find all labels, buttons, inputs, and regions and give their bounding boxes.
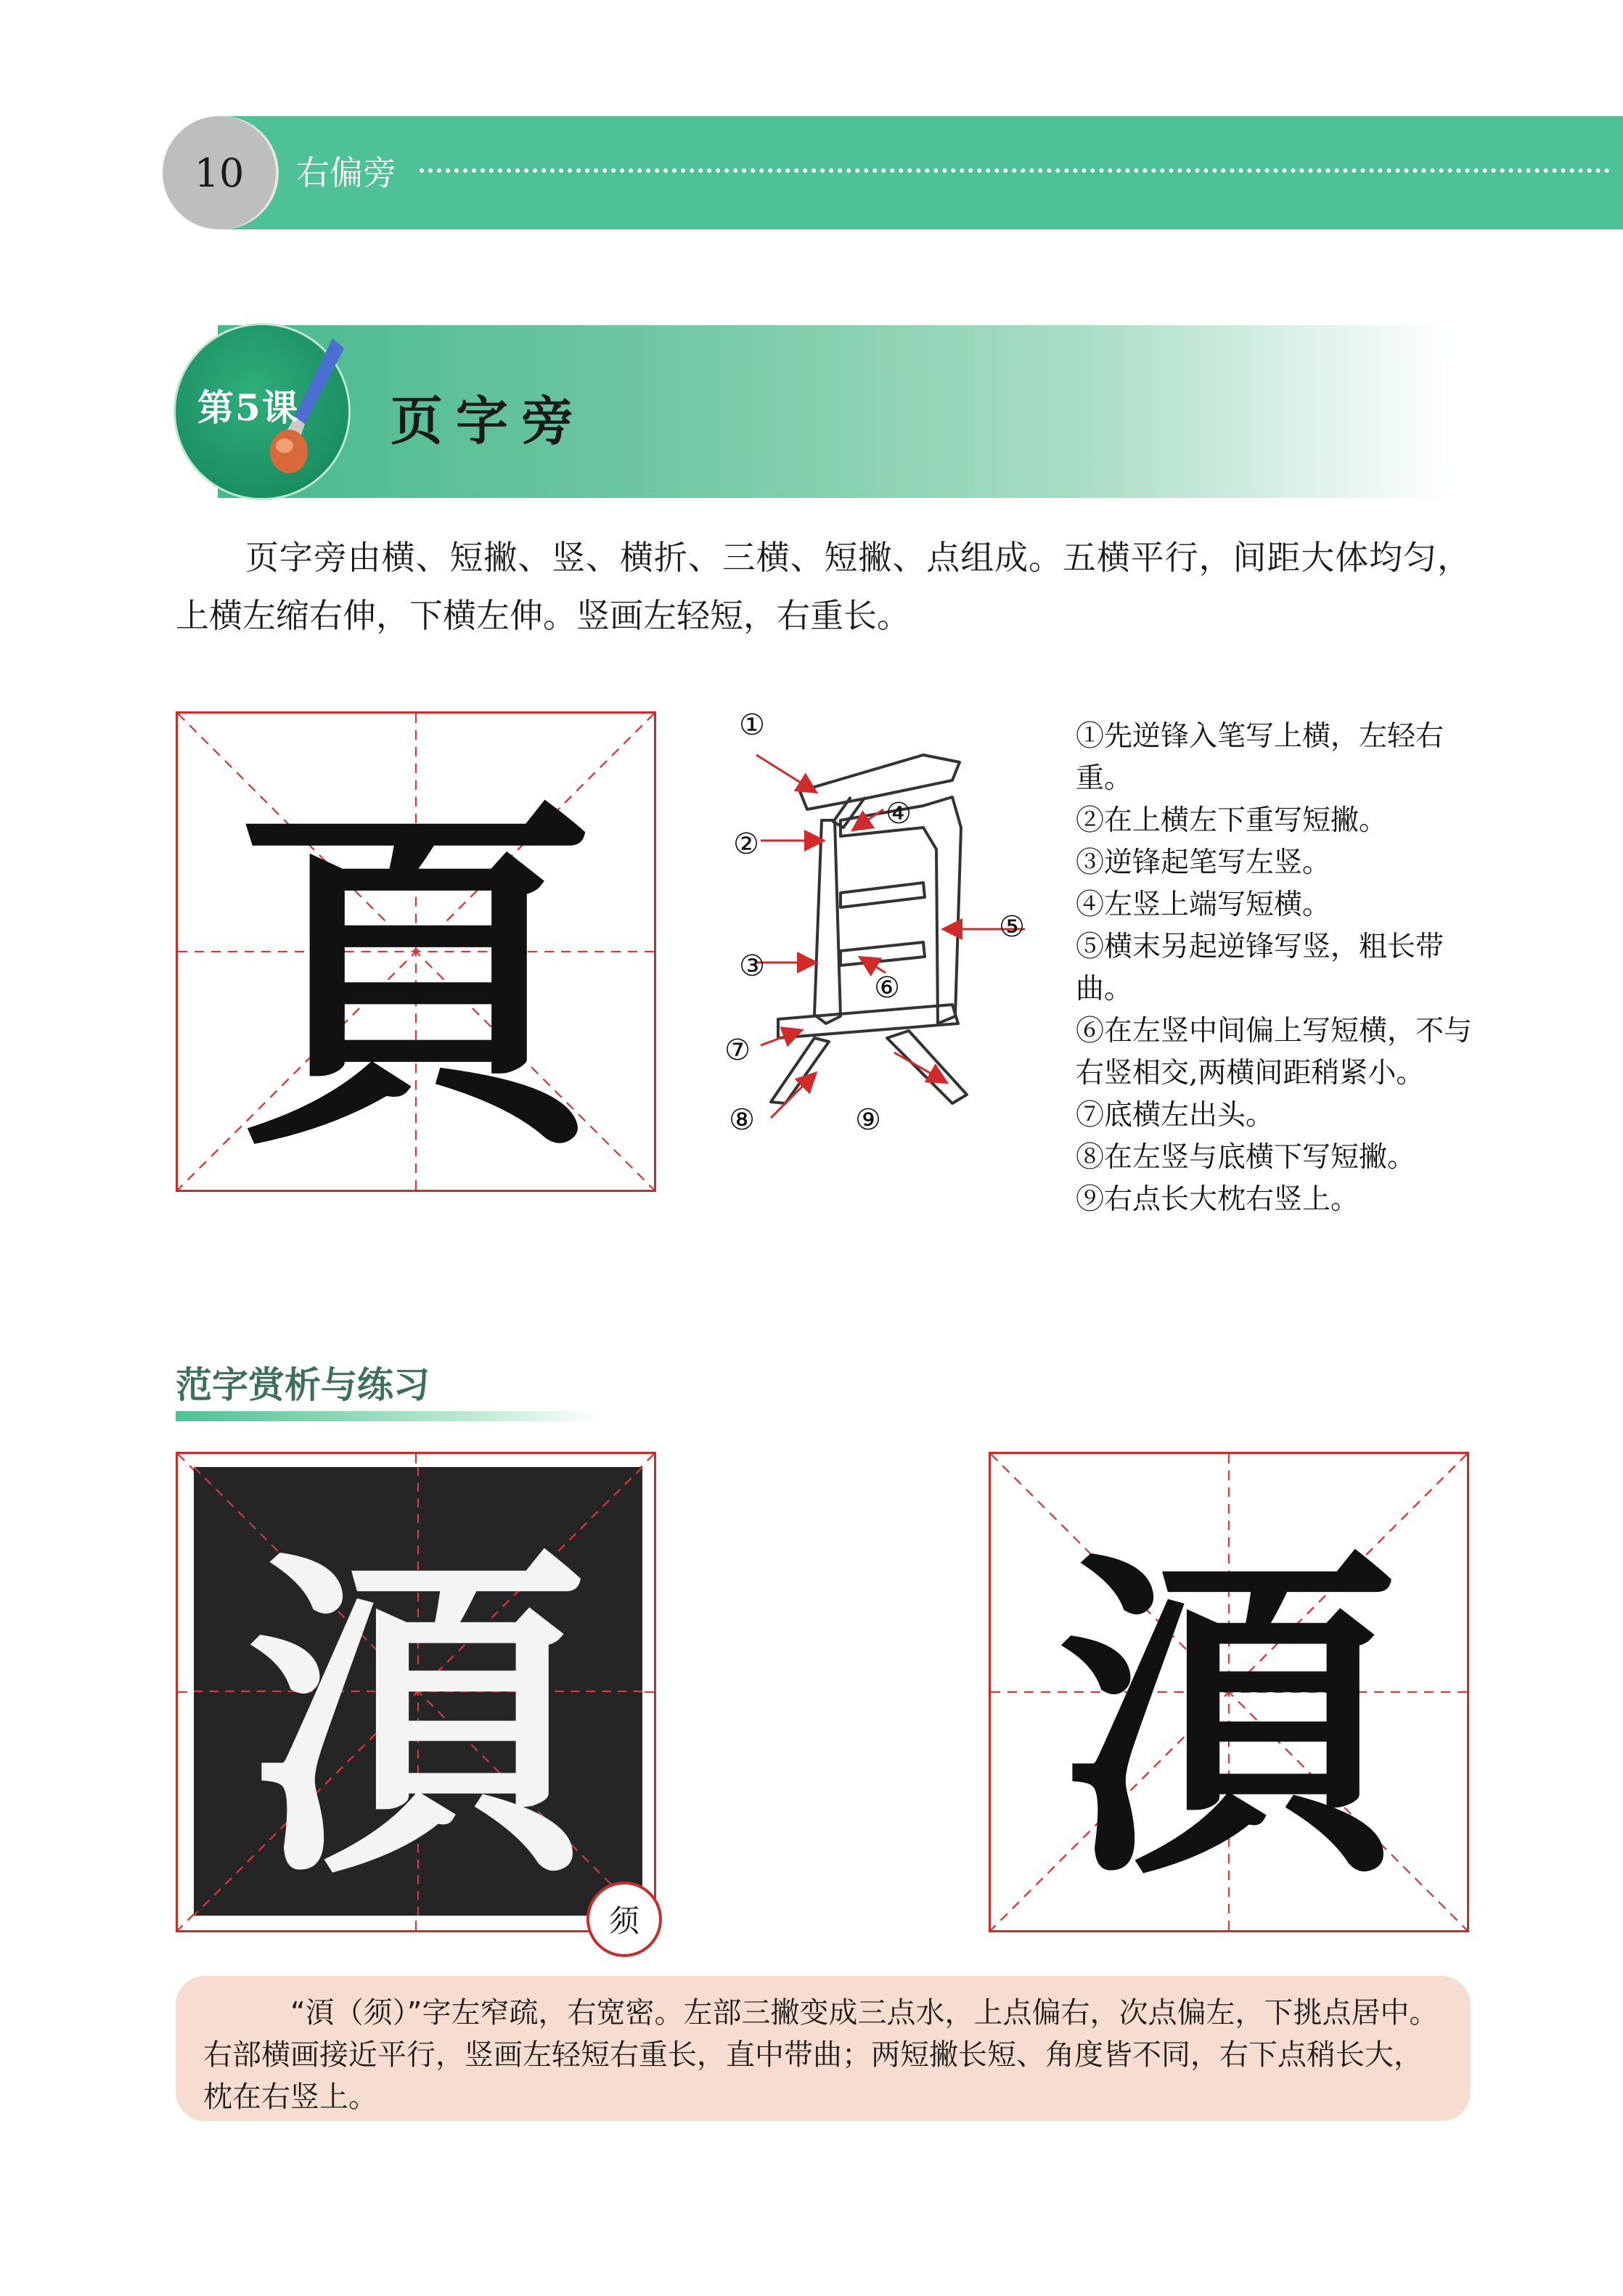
page-number: 10 <box>163 116 276 229</box>
lesson-number: 第5课 <box>197 386 300 429</box>
step-1: ①先逆锋入笔写上横，左轻右重。 <box>1076 720 1444 795</box>
intro-paragraph: 页字旁由横、短撇、竖、横折、三横、短撇、点组成。五横平行，间距大体均匀，上横左缩右伸，下横左伸。竖画左轻短，右重长。 <box>176 538 1471 635</box>
practice-underline <box>176 1411 604 1421</box>
mark-3: ③ <box>739 949 765 983</box>
stroke-steps <box>1076 716 1482 1221</box>
rubbing-character: 湏 <box>248 1518 589 1919</box>
mark-1: ① <box>739 711 765 742</box>
practice-heading: 范字赏析与练习 <box>176 1363 430 1406</box>
lesson-title: 页字旁 <box>391 390 587 452</box>
stroke-order-diagram <box>706 711 1032 1161</box>
mark-4: ④ <box>886 797 912 830</box>
step-3: ③逆锋起笔写左竖。 <box>1076 846 1331 879</box>
mark-7: ⑦ <box>724 1034 751 1067</box>
mark-8: ⑧ <box>729 1103 755 1137</box>
step-4: ④左竖上端写短横。 <box>1076 888 1331 921</box>
step-5: ⑤横末另起逆锋写竖，粗长带曲。 <box>1076 931 1444 1005</box>
mark-5: ⑤ <box>999 910 1025 944</box>
step-9: ⑨右点长大枕右竖上。 <box>1076 1183 1360 1216</box>
rubbing-image <box>194 1467 642 1919</box>
mark-9: ⑨ <box>855 1103 881 1137</box>
section-title: 右偏旁 <box>296 153 396 192</box>
step-8: ⑧在左竖与底横下写短撇。 <box>1076 1141 1416 1174</box>
main-character-grid <box>176 711 656 1195</box>
mark-6: ⑥ <box>874 971 900 1005</box>
step-6: ⑥在左竖中间偏上写短横，不与右竖相交,两横间距稍紧小。 <box>1076 1015 1473 1090</box>
header-dotted-line <box>420 168 1610 173</box>
step-7: ⑦底横左出头。 <box>1076 1099 1275 1132</box>
diagram-step-numbers <box>724 711 1025 1137</box>
analysis-note <box>176 1976 1471 2121</box>
mark-2: ② <box>733 828 759 861</box>
brush-character-grid <box>989 1452 1469 1932</box>
analysis-text: “湏（须）”字左窄疏，右宽密。左部三撇变成三点水，上点偏右，次点偏左，下挑点居中。右部横画接近平行，竖画左轻短右重长，直中带曲；两短撇长短、角度皆不同，右下点稍长大，枕在右竖上。 <box>203 1996 1439 2114</box>
main-character: 頁 <box>234 768 597 1195</box>
rubbing-character-grid <box>176 1452 656 1932</box>
step-2: ②在上横左下重写短撇。 <box>1076 804 1388 837</box>
brush-character: 湏 <box>1058 1519 1399 1920</box>
modern-form-badge: 须 <box>586 1882 662 1957</box>
